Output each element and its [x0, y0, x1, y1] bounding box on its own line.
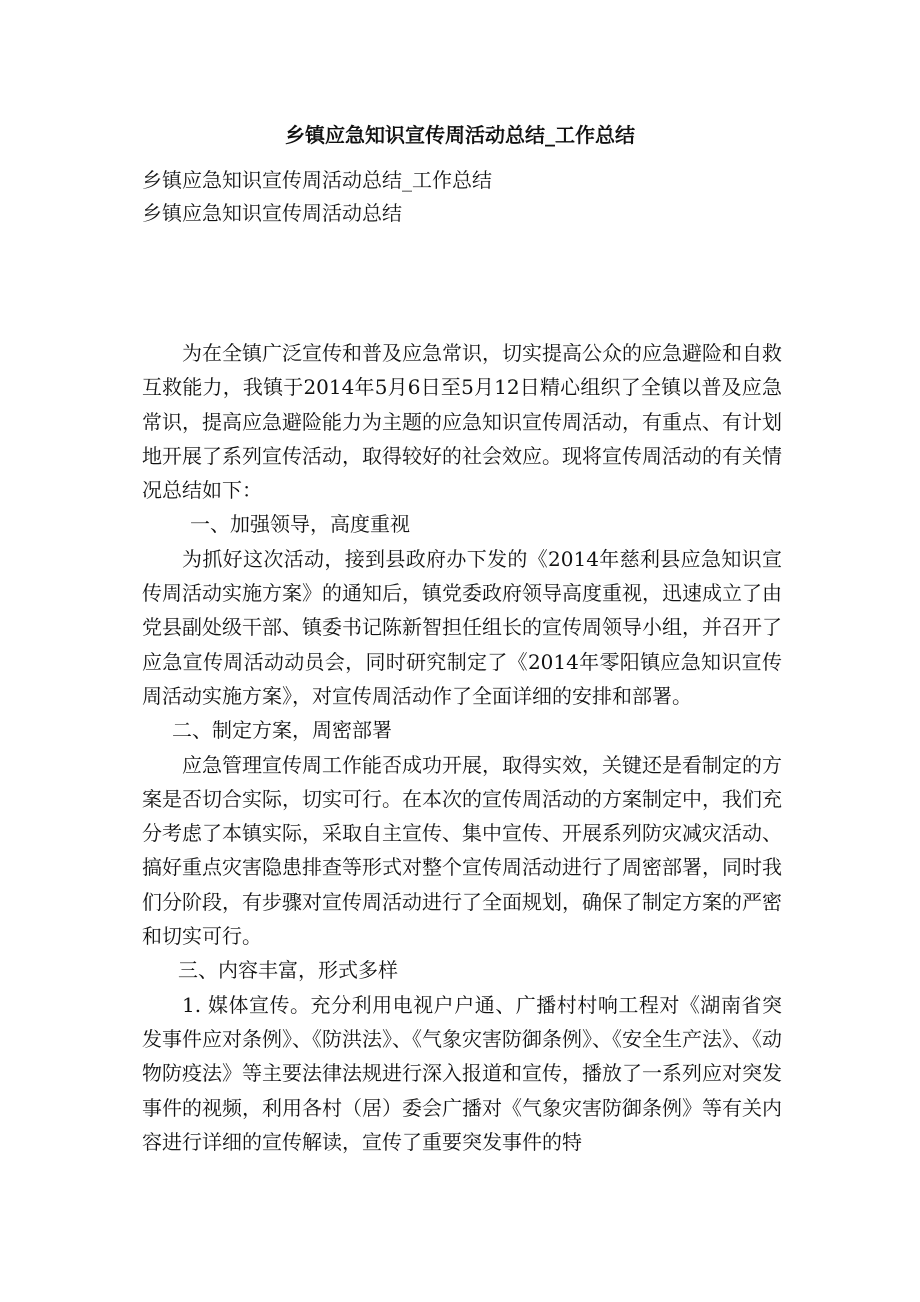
document-body	[142, 336, 782, 1159]
paragraph-intro: 为在全镇广泛宣传和普及应急常识，切实提高公众的应急避险和自救互救能力，我镇于2014年5月6日至5月12日精心组织了全镇以普及应急常识，提高应急避险能力为主题的应急知识宣传周活动，有重点、有计划地开展了系列宣传活动，取得较好的社会效应。现将宣传周活动的有关情况总结如下：	[142, 341, 782, 503]
section-heading-3: 三、内容丰富，形式多样	[178, 958, 398, 983]
document-subtitle-2: 乡镇应急知识宣传周活动总结	[142, 201, 402, 225]
section-heading-2: 二、制定方案，周密部署	[172, 718, 392, 743]
paragraph-section-2: 应急管理宣传周工作能否成功开展，取得实效，关键还是看制定的方案是否切合实际，切实可行。在本次的宣传周活动的方案制定中，我们充分考虑了本镇实际，采取自主宣传、集中宣传、开展系列防灾减灾活动、搞好重点灾害隐患排查等形式对整个宣传周活动进行了周密部署，同时我们分阶段，有步骤对宣传周活动进行了全面规划，确保了制定方案的严密和切实可行。	[142, 752, 782, 949]
document-title: 乡镇应急知识宣传周活动总结_工作总结	[285, 123, 635, 147]
document-subtitle-1: 乡镇应急知识宣传周活动总结_工作总结	[142, 168, 492, 192]
paragraph-section-3: 1. 媒体宣传。充分利用电视户户通、广播村村响工程对《湖南省突发事件应对条例》、《防洪法》、《气象灾害防御条例》、《安全生产法》、《动物防疫法》等主要法律法规进行深入报道和宣传，播放了一系列应对突发事件的视频，利用各村（居）委会广播对《气象灾害防御条例》等有关内容进行详细的宣传解读，宣传了重要突发事件的特	[142, 992, 782, 1154]
paragraph-section-1: 为抓好这次活动，接到县政府办下发的《2014年慈利县应急知识宣传周活动实施方案》的通知后，镇党委政府领导高度重视，迅速成立了由党县副处级干部、镇委书记陈新智担任组长的宣传周领导小组，并召开了应急宣传周活动动员会，同时研究制定了《2014年零阳镇应急知识宣传周活动实施方案》，对宣传周活动作了全面详细的安排和部署。	[142, 546, 782, 708]
section-heading-1: 一、加强领导，高度重视	[190, 512, 410, 537]
